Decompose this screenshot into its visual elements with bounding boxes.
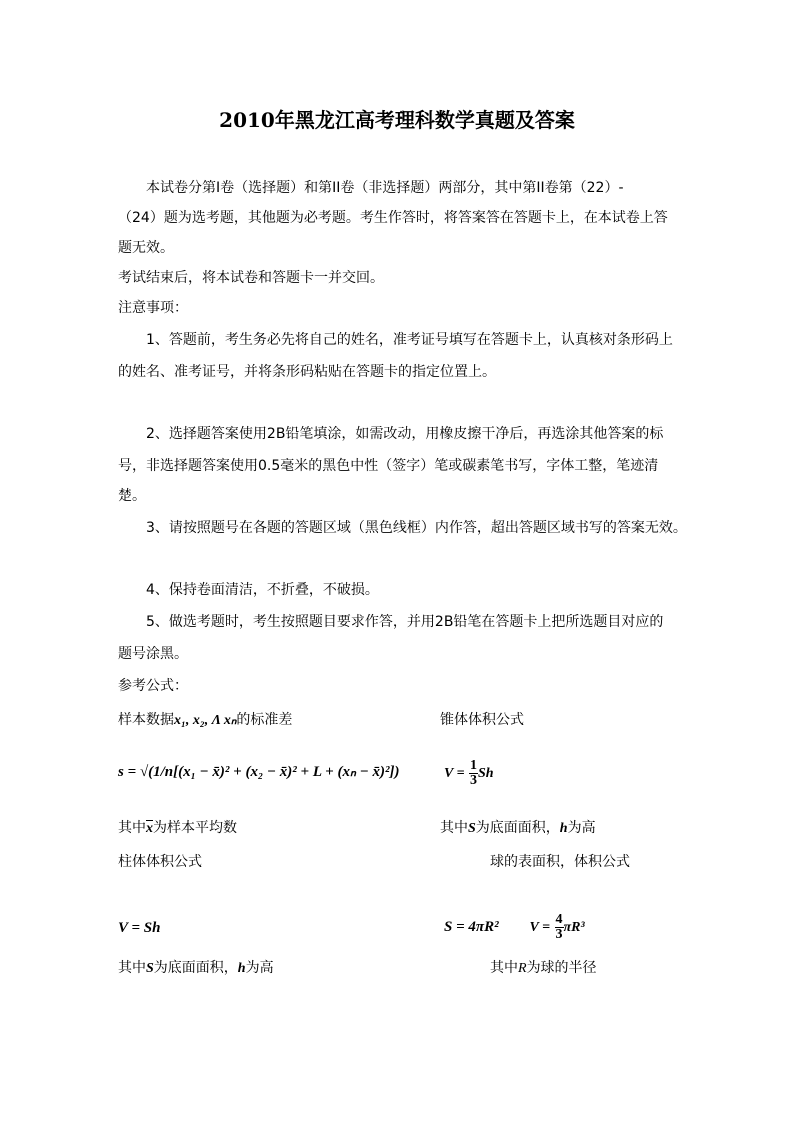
- prism-note-h: h: [237, 961, 246, 976]
- sphere-volume-denominator: 3: [555, 926, 563, 942]
- notice-heading: 注意事项：: [118, 300, 188, 316]
- notice-item-5-line-1: 5、做选考题时，考生按照题目要求作答，并用2B铅笔在答题卡上把所选题目对应的: [146, 614, 664, 630]
- notice-item-2-line-3: 楚。: [118, 488, 146, 504]
- notice-item-2-line-1: 2、选择题答案使用2B铅笔填涂，如需改动，用橡皮擦干净后，再选涂其他答案的标: [146, 426, 664, 442]
- notice-item-1-line-1: 1、答题前，考生务必先将自己的姓名，准考证号填写在答题卡上，认真核对条形码上: [146, 332, 673, 348]
- prism-volume-formula: V = Sh: [118, 920, 161, 936]
- prism-note-post: 为高: [245, 960, 274, 976]
- notice-item-3: 3、请按照题号在各题的答题区域（黑色线框）内作答，超出答题区域书写的答案无效。: [146, 520, 687, 536]
- cone-formula-fraction: [469, 759, 478, 788]
- std-dev-label-post: 的标准差: [236, 712, 293, 728]
- cone-note-pre: 其中: [440, 820, 468, 836]
- mean-note-var: $\overline{x}$: [146, 821, 153, 836]
- cone-note-h: h: [559, 821, 568, 836]
- mean-note-pre: 其中: [118, 820, 146, 836]
- cone-note: [440, 818, 596, 839]
- sphere-note-post: 为球的半径: [526, 960, 597, 976]
- sphere-area-formula: S = 4πR²: [444, 919, 499, 935]
- sphere-note-R: R: [518, 961, 527, 976]
- prism-note: [118, 958, 274, 979]
- sphere-volume-rhs: πR³: [563, 920, 585, 935]
- notice-item-4: 4、保持卷面清洁，不折叠，不破损。: [146, 582, 379, 598]
- sphere-volume-numerator: 4: [555, 911, 563, 927]
- notice-item-2-line-2: 号，非选择题答案使用0.5毫米的黑色中性（签字）笔或碳素笔书写，字体工整，笔迹清: [118, 458, 659, 474]
- sphere-volume-fraction: [555, 913, 564, 942]
- prism-volume-label: 柱体体积公式: [118, 854, 202, 870]
- std-dev-formula: s = √(1/n[(x₁ − x̄)² + (x₂ − x̄)² + L + (xₙ − x̄)²]): [118, 764, 400, 780]
- cone-volume-formula: [444, 758, 494, 789]
- sphere-note-pre: 其中: [490, 960, 518, 976]
- cone-note-post: 为高: [567, 820, 596, 836]
- intro-line-2: （24）题为选考题，其他题为必考题。考生作答时，将答案答在答题卡上，在本试卷上答: [118, 210, 668, 226]
- prism-note-S: S: [146, 961, 154, 976]
- sphere-note: [490, 958, 597, 979]
- sphere-formulas: [444, 912, 585, 943]
- sphere-volume-lhs: V =: [529, 920, 551, 935]
- intro-line-1: 本试卷分第Ⅰ卷（选择题）和第II卷（非选择题）两部分，其中第II卷第（22）-: [146, 180, 624, 196]
- cone-formula-numerator: 1: [470, 757, 478, 773]
- mean-note: [118, 818, 237, 839]
- std-dev-label: [118, 710, 292, 731]
- intro-line-3: 题无效。: [118, 240, 174, 256]
- cone-formula-rhs: Sh: [478, 766, 494, 781]
- std-dev-label-pre: 样本数据: [118, 712, 174, 728]
- notice-item-1-line-2: 的姓名、准考证号，并将条形码粘贴在答题卡的指定位置上。: [118, 364, 496, 380]
- sphere-formula-label: 球的表面积，体积公式: [490, 854, 630, 870]
- cone-formula-denominator: 3: [470, 772, 478, 788]
- intro-line-4: 考试结束后，将本试卷和答题卡一并交回。: [118, 270, 384, 286]
- cone-note-S: S: [468, 821, 476, 836]
- notice-item-5-line-2: 题号涂黑。: [118, 646, 188, 662]
- mean-note-post: 为样本平均数: [153, 820, 237, 836]
- page-title: 2010年黑龙江高考理科数学真题及答案: [219, 108, 575, 132]
- formulas-heading: 参考公式：: [118, 678, 188, 694]
- cone-note-mid: 为底面面积，: [475, 820, 560, 836]
- cone-volume-label: 锥体体积公式: [440, 712, 524, 728]
- prism-note-pre: 其中: [118, 960, 146, 976]
- sample-vars: x₁, x₂, Λ xₙ: [174, 713, 237, 728]
- cone-formula-lhs: V =: [444, 766, 465, 781]
- prism-note-mid: 为底面面积，: [153, 960, 238, 976]
